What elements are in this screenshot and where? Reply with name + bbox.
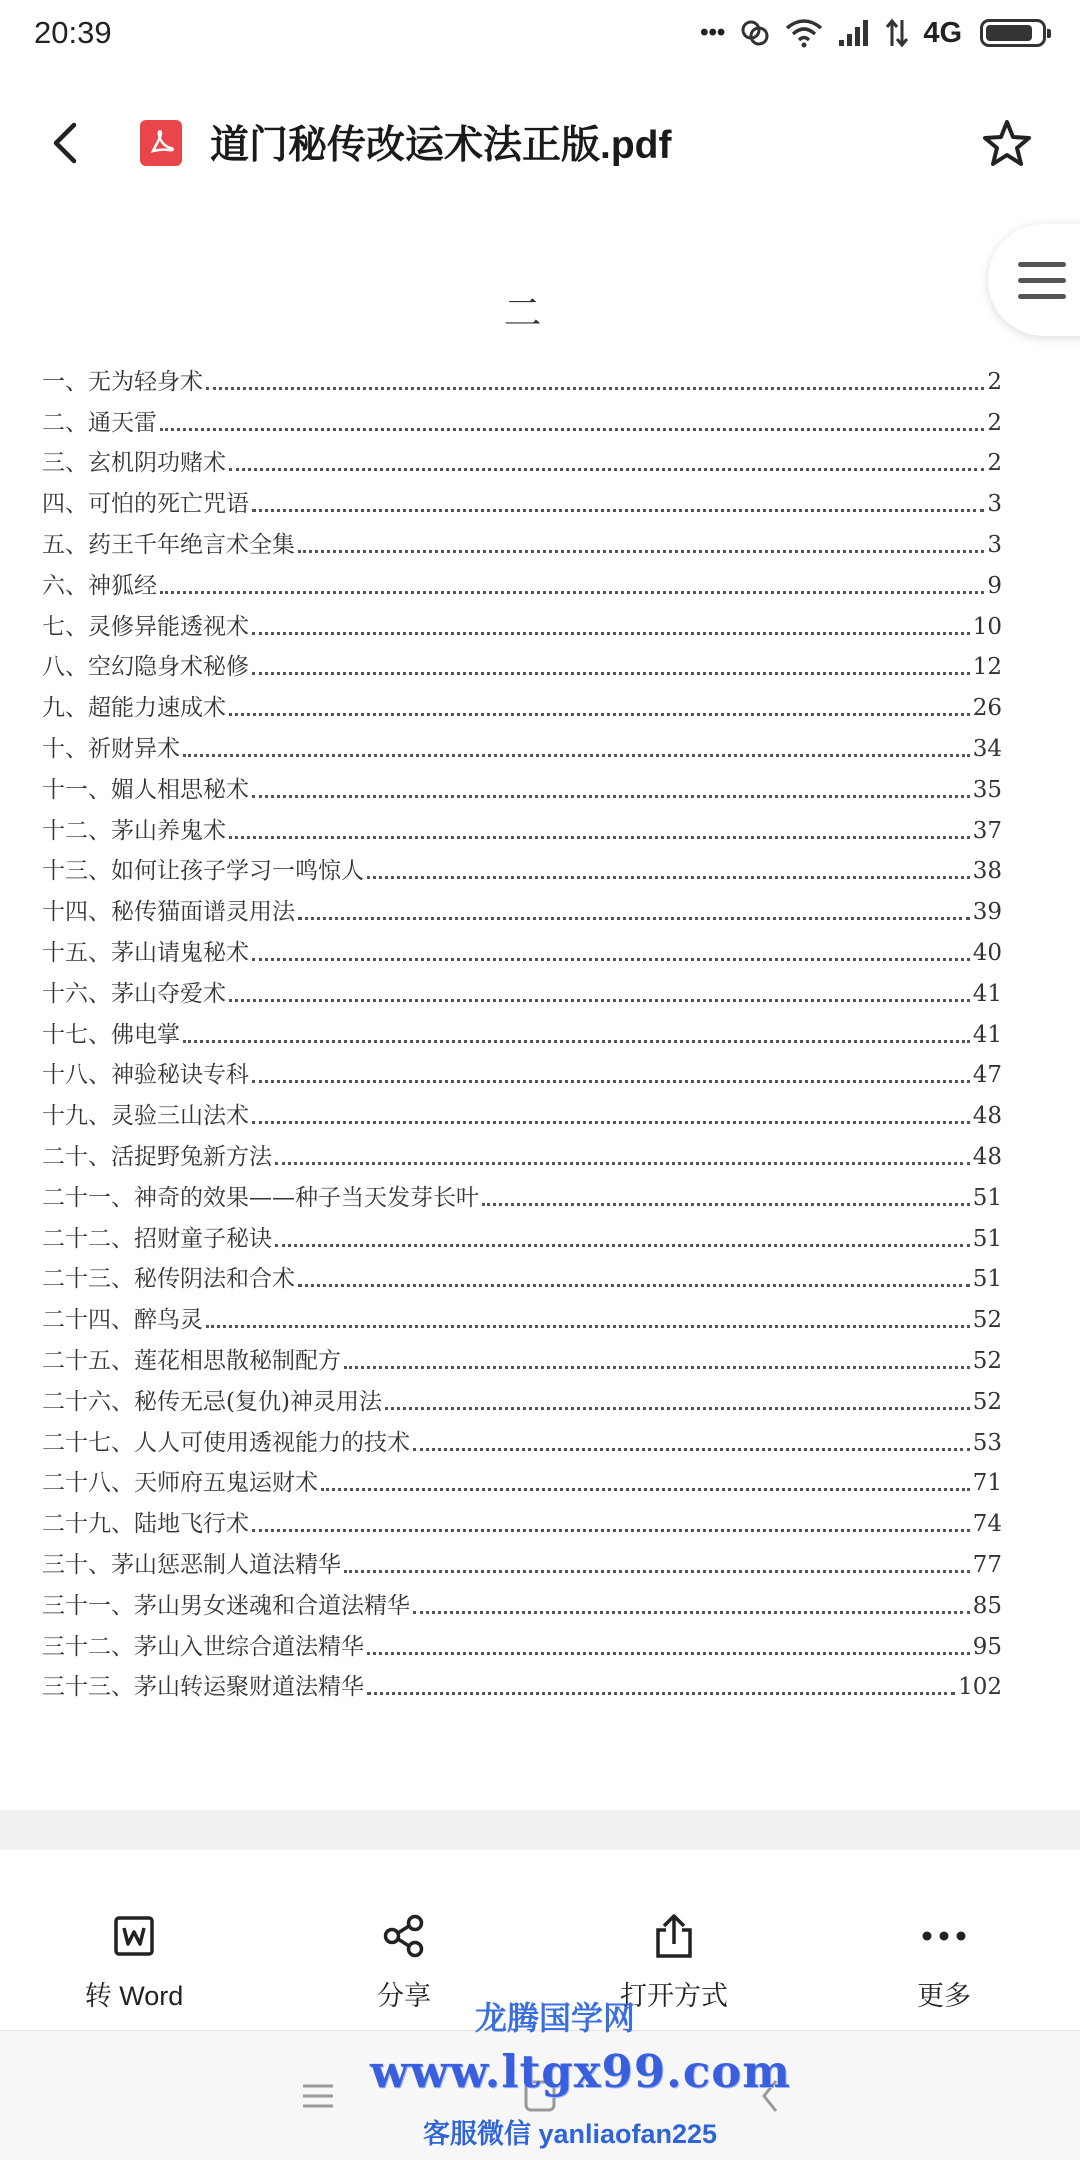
toc-entry-page: 48 xyxy=(972,1103,1002,1130)
toc-entry-page: 2 xyxy=(987,450,1002,477)
toc-leader-dots xyxy=(229,836,970,839)
toc-entry xyxy=(42,932,1002,973)
watermark-url: www.ltgx99.com xyxy=(370,2045,791,2098)
toc-entry-page: 41 xyxy=(972,1021,1002,1048)
toc-entry xyxy=(42,483,1002,524)
toc-entry-title: 三十二、茅山入世综合道法精华 xyxy=(42,1633,364,1660)
title-bar xyxy=(0,100,1080,186)
open-external-icon xyxy=(652,1912,696,1960)
toc-leader-dots xyxy=(298,550,984,553)
toc-entry xyxy=(42,851,1002,892)
toc-entry-title: 三十、茅山惩恶制人道法精华 xyxy=(42,1551,341,1578)
toc-entry-page: 40 xyxy=(972,939,1002,966)
watermark-site-name: 龙腾国学网 xyxy=(474,2000,635,2036)
toc-entry-title: 一、无为轻身术 xyxy=(42,368,203,395)
toc-entry-page: 26 xyxy=(972,695,1002,722)
toc-entry-title: 二、通天雷 xyxy=(42,409,157,436)
more-dots-icon: ••• xyxy=(700,19,726,46)
favorite-button[interactable] xyxy=(980,116,1034,170)
toc-entry xyxy=(42,1177,1002,1218)
toc-leader-dots xyxy=(229,999,970,1002)
toc-entry-title: 二十八、天师府五鬼运财术 xyxy=(42,1470,318,1497)
status-time: 20:39 xyxy=(34,15,112,50)
toc-entry-title: 六、神狐经 xyxy=(42,572,157,599)
toc-entry-title: 十二、茅山养鬼术 xyxy=(42,817,226,844)
toc-entry-title: 四、可怕的死亡咒语 xyxy=(42,491,249,518)
toc-entry xyxy=(42,1626,1002,1667)
toc-leader-dots xyxy=(252,632,970,635)
toc-entry xyxy=(42,1136,1002,1177)
toc-entry xyxy=(42,1585,1002,1626)
toc-entry xyxy=(42,606,1002,647)
toc-leader-dots xyxy=(160,591,984,594)
toc-leader-dots xyxy=(298,917,970,920)
toc-leader-dots xyxy=(367,1652,970,1655)
toc-entry-page: 77 xyxy=(972,1551,1002,1578)
toc-leader-dots xyxy=(344,1366,970,1369)
toc-entry xyxy=(42,1218,1002,1259)
toc-leader-dots xyxy=(252,1080,970,1083)
toc-entry-page: 51 xyxy=(972,1225,1002,1252)
toc-entry xyxy=(42,1544,1002,1585)
toc-entry-page: 52 xyxy=(972,1307,1002,1334)
toc-entry-page: 37 xyxy=(972,817,1002,844)
toc-leader-dots xyxy=(367,1692,955,1695)
toc-entry-title: 十、祈财异术 xyxy=(42,735,180,762)
more-button[interactable] xyxy=(844,1908,1044,2013)
toc-entry xyxy=(42,1340,1002,1381)
toc-leader-dots xyxy=(385,1407,970,1410)
toc-entry-page: 74 xyxy=(972,1511,1002,1538)
toc-entry-page: 10 xyxy=(972,613,1002,640)
toc-entry xyxy=(42,1463,1002,1504)
toc-entry-page: 53 xyxy=(972,1429,1002,1456)
toc-entry xyxy=(42,1381,1002,1422)
toc-leader-dots xyxy=(252,1121,970,1124)
open-with-label: 打开方式 xyxy=(620,1981,728,2011)
toc-entry xyxy=(42,1014,1002,1055)
toc-entry-page: 95 xyxy=(972,1633,1002,1660)
toc-leader-dots xyxy=(413,1611,970,1614)
toc-leader-dots xyxy=(367,876,970,879)
toc-entry-title: 七、灵修异能透视术 xyxy=(42,613,249,640)
link-icon xyxy=(739,17,771,49)
toc-entry-title: 二十四、醉鸟灵 xyxy=(42,1307,203,1334)
toc-entry xyxy=(42,810,1002,851)
toc-leader-dots xyxy=(229,713,970,716)
wifi-icon xyxy=(785,18,823,48)
toc-entry-title: 二十二、招财童子秘诀 xyxy=(42,1225,272,1252)
toc-leader-dots xyxy=(183,1040,970,1043)
toc-entry-title: 八、空幻隐身术秘修 xyxy=(42,654,249,681)
toc-entry xyxy=(42,565,1002,606)
menu-lines-icon xyxy=(301,2082,335,2110)
toc-entry-title: 二十六、秘传无忌(复仇)神灵用法 xyxy=(42,1388,382,1415)
share-label: 分享 xyxy=(377,1981,431,2011)
toc-entry-page: 52 xyxy=(972,1347,1002,1374)
toc-entry-title: 二十、活捉野兔新方法 xyxy=(42,1143,272,1170)
more-horizontal-icon xyxy=(921,1930,967,1942)
toc-entry xyxy=(42,1259,1002,1300)
toc-leader-dots xyxy=(160,428,984,431)
toc-entry-title: 二十七、人人可使用透视能力的技术 xyxy=(42,1429,410,1456)
toc-entry xyxy=(42,1095,1002,1136)
toc-entry xyxy=(42,1055,1002,1096)
toc-entry-page: 41 xyxy=(972,980,1002,1007)
toc-entry-title: 十九、灵验三山法术 xyxy=(42,1103,249,1130)
toc-entry-page: 38 xyxy=(972,858,1002,885)
toc-entry-title: 三十一、茅山男女迷魂和合道法精华 xyxy=(42,1592,410,1619)
toc-entry xyxy=(42,891,1002,932)
pdf-page[interactable] xyxy=(0,250,1080,1810)
toc-entry-page: 102 xyxy=(958,1674,1002,1701)
toc-entry-title: 十三、如何让孩子学习一鸣惊人 xyxy=(42,858,364,885)
toc-entry-page: 2 xyxy=(987,409,1002,436)
recents-button[interactable] xyxy=(288,2071,348,2121)
toc-entry-page: 9 xyxy=(987,572,1002,599)
toc-entry-page: 85 xyxy=(972,1592,1002,1619)
toc-leader-dots xyxy=(252,795,970,798)
word-icon xyxy=(112,1914,156,1958)
toc-entry xyxy=(42,1503,1002,1544)
toc-entry xyxy=(42,1422,1002,1463)
toc-entry-page: 52 xyxy=(972,1388,1002,1415)
toc-leader-dots xyxy=(252,509,984,512)
toc-entry-page: 51 xyxy=(972,1266,1002,1293)
battery-icon xyxy=(980,19,1046,47)
toc-entry-title: 二十五、莲花相思散秘制配方 xyxy=(42,1347,341,1374)
toc-entry-title: 十七、佛电掌 xyxy=(42,1021,180,1048)
data-transfer-icon xyxy=(885,18,909,48)
toc-entry-page: 34 xyxy=(972,735,1002,762)
toc-leader-dots xyxy=(482,1203,970,1206)
toc-entry xyxy=(42,402,1002,443)
toc-entry-title: 十四、秘传猫面谱灵用法 xyxy=(42,899,295,926)
toc-entry-page: 39 xyxy=(972,899,1002,926)
toc-entry xyxy=(42,524,1002,565)
toc-leader-dots xyxy=(344,1570,970,1573)
toc-leader-dots xyxy=(206,1325,970,1328)
toc-entry-page: 51 xyxy=(972,1184,1002,1211)
toc-entry-page: 47 xyxy=(972,1062,1002,1089)
toc-entry-title: 二十一、神奇的效果——种子当天发芽长叶 xyxy=(42,1184,479,1211)
toc-entry-page: 48 xyxy=(972,1143,1002,1170)
toc-leader-dots xyxy=(183,754,970,757)
toc-entry-title: 二十九、陆地飞行术 xyxy=(42,1511,249,1538)
toc-leader-dots xyxy=(321,1488,970,1491)
convert-to-word-label: 转 Word xyxy=(84,1981,184,2011)
toc-entry-title: 十八、神验秘诀专科 xyxy=(42,1062,249,1089)
toc-leader-dots xyxy=(298,1284,970,1287)
toc-leader-dots xyxy=(413,1448,970,1451)
signal-icon xyxy=(837,18,871,48)
toc-entry xyxy=(42,1667,1002,1708)
toc-entry-title: 三、玄机阴功赌术 xyxy=(42,450,226,477)
toc-entry xyxy=(42,687,1002,728)
toc-entry-title: 十一、媚人相思秘术 xyxy=(42,776,249,803)
toc-entry-title: 十六、茅山夺爱术 xyxy=(42,980,226,1007)
table-of-contents xyxy=(42,361,1002,1707)
toc-entry-page: 12 xyxy=(972,654,1002,681)
toc-entry xyxy=(42,1299,1002,1340)
toc-leader-dots xyxy=(252,958,970,961)
toc-entry-page: 3 xyxy=(987,491,1002,518)
status-icons xyxy=(700,17,1046,50)
toc-entry xyxy=(42,647,1002,688)
toc-entry xyxy=(42,769,1002,810)
toc-leader-dots xyxy=(229,468,984,471)
network-type: 4G xyxy=(923,16,962,49)
menu-icon xyxy=(1018,262,1066,267)
section-heading: 二 xyxy=(503,291,542,335)
status-bar xyxy=(0,0,1080,66)
toc-entry-page: 3 xyxy=(987,531,1002,558)
chevron-left-icon xyxy=(50,121,80,165)
pdf-file-icon xyxy=(140,120,182,166)
toc-leader-dots xyxy=(275,1244,970,1247)
toc-leader-dots xyxy=(206,387,984,390)
page-separator xyxy=(0,1810,1080,1850)
toc-entry-title: 三十三、茅山转运聚财道法精华 xyxy=(42,1674,364,1701)
toc-entry-page: 2 xyxy=(987,368,1002,395)
toc-entry xyxy=(42,973,1002,1014)
toc-leader-dots xyxy=(252,672,970,675)
toc-entry-title: 十五、茅山请鬼秘术 xyxy=(42,939,249,966)
document-title: 道门秘传改运术法正版.pdf xyxy=(210,124,672,167)
toc-leader-dots xyxy=(275,1162,970,1165)
watermark-contact: 客服微信 yanliaofan225 xyxy=(422,2119,718,2149)
toc-entry-title: 二十三、秘传阴法和合术 xyxy=(42,1266,295,1293)
toc-entry-page: 35 xyxy=(972,776,1002,803)
toc-leader-dots xyxy=(252,1529,970,1532)
toc-entry xyxy=(42,443,1002,484)
toc-entry-page: 71 xyxy=(972,1470,1002,1497)
toc-entry-title: 五、药王千年绝言术全集 xyxy=(42,531,295,558)
toc-entry-title: 九、超能力速成术 xyxy=(42,695,226,722)
more-label: 更多 xyxy=(917,1981,971,2011)
toc-entry xyxy=(42,728,1002,769)
toc-entry xyxy=(42,361,1002,402)
back-button[interactable] xyxy=(40,118,90,168)
share-icon xyxy=(381,1913,427,1959)
star-icon xyxy=(980,116,1034,170)
convert-to-word-button[interactable] xyxy=(34,1908,234,2013)
